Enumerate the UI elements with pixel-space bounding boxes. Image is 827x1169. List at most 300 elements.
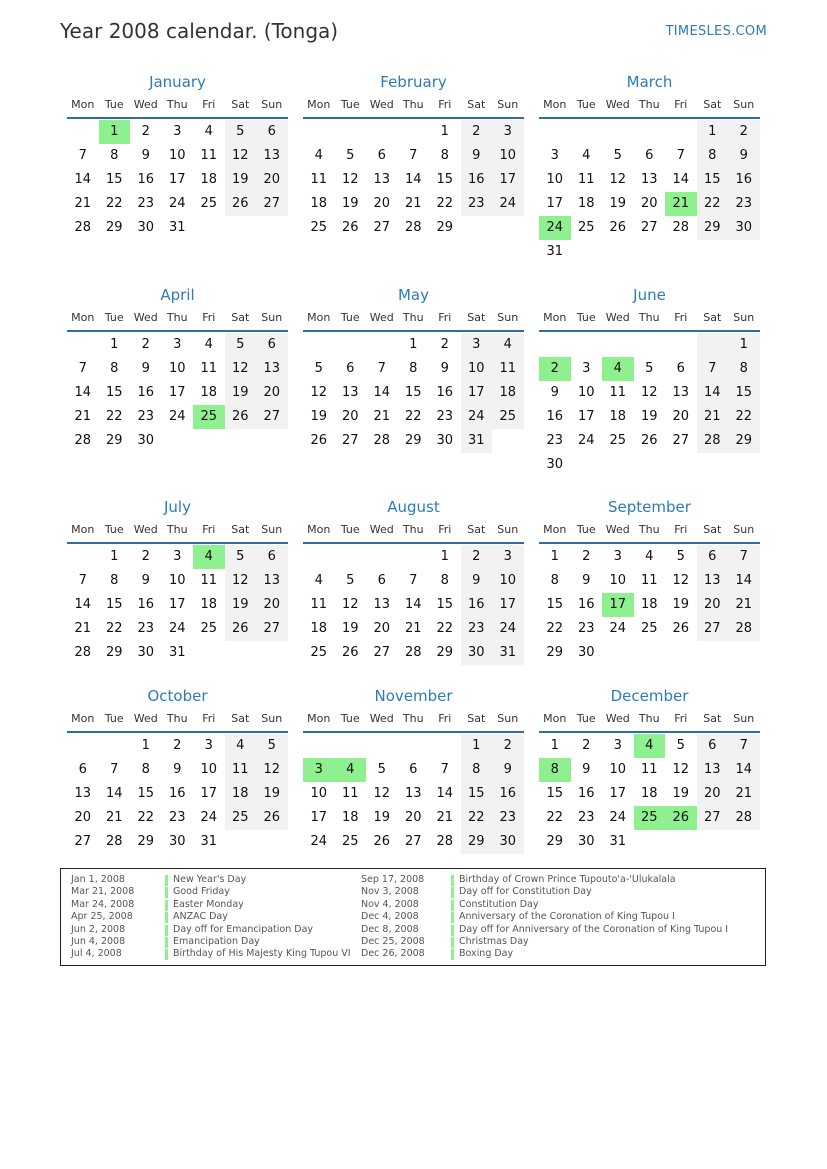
day-cell[interactable]: 9 xyxy=(461,569,493,593)
day-cell[interactable]: 5 xyxy=(676,549,685,564)
day-cell[interactable]: 11 xyxy=(200,361,218,376)
day-cell[interactable]: 18 xyxy=(341,810,359,825)
day-cell[interactable]: 26 xyxy=(310,433,328,448)
day-cell[interactable]: 17 xyxy=(577,409,595,424)
day-cell[interactable]: 5 xyxy=(613,148,622,163)
day-cell[interactable]: 28 xyxy=(105,834,123,849)
day-cell[interactable]: 21 xyxy=(728,593,760,617)
day-cell[interactable]: 17 xyxy=(609,786,627,801)
day-cell[interactable]: 14 xyxy=(74,172,92,187)
day-cell[interactable]: 29 xyxy=(728,429,760,453)
day-cell[interactable]: 19 xyxy=(341,621,359,636)
day-cell[interactable]: 15 xyxy=(546,597,564,612)
day-cell[interactable]: 27 xyxy=(74,834,92,849)
day-cell[interactable]: 16 xyxy=(461,168,493,192)
day-cell[interactable]: 13 xyxy=(404,786,422,801)
holiday-day-cell[interactable]: 4 xyxy=(335,758,367,782)
day-cell[interactable]: 21 xyxy=(697,405,729,429)
day-cell[interactable]: 6 xyxy=(256,333,288,357)
day-cell[interactable]: 14 xyxy=(672,172,690,187)
day-cell[interactable]: 16 xyxy=(577,597,595,612)
day-cell[interactable]: 6 xyxy=(256,120,288,144)
day-cell[interactable]: 19 xyxy=(672,786,690,801)
day-cell[interactable]: 19 xyxy=(310,409,328,424)
day-cell[interactable]: 5 xyxy=(377,762,386,777)
day-cell[interactable]: 7 xyxy=(728,545,760,569)
day-cell[interactable]: 12 xyxy=(256,758,288,782)
holiday-day-cell[interactable]: 25 xyxy=(634,806,666,830)
day-cell[interactable]: 11 xyxy=(640,573,658,588)
day-cell[interactable]: 24 xyxy=(310,834,328,849)
day-cell[interactable]: 13 xyxy=(341,385,359,400)
day-cell[interactable]: 1 xyxy=(461,734,493,758)
day-cell[interactable]: 6 xyxy=(409,762,418,777)
day-cell[interactable]: 27 xyxy=(373,645,391,660)
day-cell[interactable]: 10 xyxy=(609,573,627,588)
day-cell[interactable]: 8 xyxy=(697,144,729,168)
day-cell[interactable]: 21 xyxy=(74,621,92,636)
day-cell[interactable]: 31 xyxy=(168,220,186,235)
day-cell[interactable]: 7 xyxy=(409,573,418,588)
day-cell[interactable]: 29 xyxy=(137,834,155,849)
day-cell[interactable]: 24 xyxy=(461,405,493,429)
day-cell[interactable]: 22 xyxy=(697,192,729,216)
day-cell[interactable]: 2 xyxy=(728,120,760,144)
day-cell[interactable]: 1 xyxy=(110,549,119,564)
day-cell[interactable]: 3 xyxy=(550,148,559,163)
day-cell[interactable]: 31 xyxy=(168,645,186,660)
day-cell[interactable]: 14 xyxy=(404,172,422,187)
day-cell[interactable]: 25 xyxy=(609,433,627,448)
holiday-day-cell[interactable]: 3 xyxy=(303,758,335,782)
day-cell[interactable]: 21 xyxy=(105,810,123,825)
day-cell[interactable]: 29 xyxy=(105,645,123,660)
day-cell[interactable]: 13 xyxy=(74,786,92,801)
day-cell[interactable]: 19 xyxy=(609,196,627,211)
day-cell[interactable]: 23 xyxy=(168,810,186,825)
day-cell[interactable]: 30 xyxy=(168,834,186,849)
day-cell[interactable]: 28 xyxy=(404,645,422,660)
holiday-day-cell[interactable]: 17 xyxy=(602,593,634,617)
day-cell[interactable]: 15 xyxy=(436,172,454,187)
day-cell[interactable]: 28 xyxy=(672,220,690,235)
day-cell[interactable]: 3 xyxy=(492,120,524,144)
day-cell[interactable]: 5 xyxy=(256,734,288,758)
day-cell[interactable]: 4 xyxy=(204,124,213,139)
day-cell[interactable]: 18 xyxy=(310,196,328,211)
holiday-day-cell[interactable]: 25 xyxy=(193,405,225,429)
day-cell[interactable]: 14 xyxy=(105,786,123,801)
day-cell[interactable]: 7 xyxy=(78,573,87,588)
day-cell[interactable]: 14 xyxy=(436,786,454,801)
holiday-day-cell[interactable]: 4 xyxy=(634,734,666,758)
day-cell[interactable]: 13 xyxy=(373,172,391,187)
day-cell[interactable]: 16 xyxy=(168,786,186,801)
day-cell[interactable]: 23 xyxy=(461,617,493,641)
day-cell[interactable]: 15 xyxy=(105,385,123,400)
day-cell[interactable]: 3 xyxy=(613,549,622,564)
day-cell[interactable]: 3 xyxy=(613,738,622,753)
day-cell[interactable]: 23 xyxy=(492,806,524,830)
day-cell[interactable]: 22 xyxy=(404,409,422,424)
day-cell[interactable]: 15 xyxy=(728,381,760,405)
day-cell[interactable]: 10 xyxy=(546,172,564,187)
day-cell[interactable]: 21 xyxy=(404,621,422,636)
day-cell[interactable]: 12 xyxy=(373,786,391,801)
day-cell[interactable]: 20 xyxy=(341,409,359,424)
day-cell[interactable]: 29 xyxy=(461,830,493,854)
day-cell[interactable]: 12 xyxy=(225,144,257,168)
day-cell[interactable]: 18 xyxy=(225,782,257,806)
day-cell[interactable]: 16 xyxy=(546,409,564,424)
day-cell[interactable]: 11 xyxy=(200,148,218,163)
day-cell[interactable]: 26 xyxy=(672,621,690,636)
day-cell[interactable]: 15 xyxy=(461,782,493,806)
day-cell[interactable]: 20 xyxy=(256,381,288,405)
day-cell[interactable]: 4 xyxy=(314,148,323,163)
day-cell[interactable]: 29 xyxy=(697,216,729,240)
day-cell[interactable]: 2 xyxy=(461,545,493,569)
day-cell[interactable]: 3 xyxy=(492,545,524,569)
day-cell[interactable]: 26 xyxy=(256,806,288,830)
day-cell[interactable]: 20 xyxy=(640,196,658,211)
day-cell[interactable]: 30 xyxy=(461,641,493,665)
day-cell[interactable]: 26 xyxy=(341,645,359,660)
day-cell[interactable]: 29 xyxy=(105,220,123,235)
day-cell[interactable]: 7 xyxy=(409,148,418,163)
day-cell[interactable]: 10 xyxy=(492,569,524,593)
day-cell[interactable]: 23 xyxy=(546,433,564,448)
day-cell[interactable]: 26 xyxy=(225,192,257,216)
day-cell[interactable]: 5 xyxy=(314,361,323,376)
day-cell[interactable]: 10 xyxy=(492,144,524,168)
day-cell[interactable]: 28 xyxy=(728,617,760,641)
day-cell[interactable]: 16 xyxy=(436,385,454,400)
day-cell[interactable]: 6 xyxy=(78,762,87,777)
day-cell[interactable]: 9 xyxy=(550,385,559,400)
day-cell[interactable]: 24 xyxy=(168,196,186,211)
day-cell[interactable]: 13 xyxy=(373,597,391,612)
day-cell[interactable]: 27 xyxy=(256,192,288,216)
day-cell[interactable]: 1 xyxy=(440,124,449,139)
day-cell[interactable]: 20 xyxy=(697,593,729,617)
day-cell[interactable]: 7 xyxy=(377,361,386,376)
holiday-day-cell[interactable]: 4 xyxy=(193,545,225,569)
day-cell[interactable]: 12 xyxy=(672,762,690,777)
day-cell[interactable]: 22 xyxy=(105,196,123,211)
day-cell[interactable]: 11 xyxy=(310,172,328,187)
day-cell[interactable]: 13 xyxy=(256,144,288,168)
day-cell[interactable]: 27 xyxy=(341,433,359,448)
day-cell[interactable]: 23 xyxy=(137,621,155,636)
day-cell[interactable]: 17 xyxy=(492,168,524,192)
day-cell[interactable]: 2 xyxy=(141,337,150,352)
day-cell[interactable]: 11 xyxy=(640,762,658,777)
day-cell[interactable]: 5 xyxy=(225,333,257,357)
day-cell[interactable]: 2 xyxy=(582,738,591,753)
day-cell[interactable]: 24 xyxy=(168,409,186,424)
day-cell[interactable]: 9 xyxy=(492,758,524,782)
day-cell[interactable]: 20 xyxy=(373,196,391,211)
day-cell[interactable]: 3 xyxy=(461,333,493,357)
day-cell[interactable]: 16 xyxy=(461,593,493,617)
day-cell[interactable]: 14 xyxy=(697,381,729,405)
day-cell[interactable]: 20 xyxy=(373,621,391,636)
day-cell[interactable]: 14 xyxy=(373,385,391,400)
day-cell[interactable]: 27 xyxy=(404,834,422,849)
day-cell[interactable]: 11 xyxy=(609,385,627,400)
day-cell[interactable]: 1 xyxy=(550,549,559,564)
day-cell[interactable]: 17 xyxy=(492,593,524,617)
day-cell[interactable]: 9 xyxy=(141,148,150,163)
day-cell[interactable]: 18 xyxy=(609,409,627,424)
day-cell[interactable]: 8 xyxy=(550,573,559,588)
day-cell[interactable]: 5 xyxy=(346,573,355,588)
day-cell[interactable]: 23 xyxy=(137,409,155,424)
day-cell[interactable]: 27 xyxy=(640,220,658,235)
day-cell[interactable]: 27 xyxy=(373,220,391,235)
day-cell[interactable]: 31 xyxy=(609,834,627,849)
day-cell[interactable]: 22 xyxy=(436,621,454,636)
day-cell[interactable]: 28 xyxy=(404,220,422,235)
day-cell[interactable]: 25 xyxy=(640,621,658,636)
day-cell[interactable]: 26 xyxy=(373,834,391,849)
day-cell[interactable]: 11 xyxy=(577,172,595,187)
day-cell[interactable]: 10 xyxy=(168,573,186,588)
day-cell[interactable]: 7 xyxy=(728,734,760,758)
day-cell[interactable]: 30 xyxy=(577,645,595,660)
day-cell[interactable]: 24 xyxy=(200,810,218,825)
day-cell[interactable]: 10 xyxy=(200,762,218,777)
day-cell[interactable]: 22 xyxy=(728,405,760,429)
day-cell[interactable]: 29 xyxy=(105,433,123,448)
day-cell[interactable]: 8 xyxy=(110,361,119,376)
day-cell[interactable]: 4 xyxy=(582,148,591,163)
day-cell[interactable]: 11 xyxy=(341,786,359,801)
day-cell[interactable]: 25 xyxy=(341,834,359,849)
day-cell[interactable]: 10 xyxy=(609,762,627,777)
day-cell[interactable]: 10 xyxy=(168,148,186,163)
day-cell[interactable]: 17 xyxy=(168,597,186,612)
day-cell[interactable]: 1 xyxy=(141,738,150,753)
day-cell[interactable]: 25 xyxy=(577,220,595,235)
day-cell[interactable]: 8 xyxy=(110,573,119,588)
day-cell[interactable]: 9 xyxy=(440,361,449,376)
day-cell[interactable]: 12 xyxy=(310,385,328,400)
day-cell[interactable]: 10 xyxy=(461,357,493,381)
day-cell[interactable]: 10 xyxy=(168,361,186,376)
day-cell[interactable]: 21 xyxy=(728,782,760,806)
day-cell[interactable]: 22 xyxy=(461,806,493,830)
day-cell[interactable]: 23 xyxy=(137,196,155,211)
day-cell[interactable]: 8 xyxy=(141,762,150,777)
day-cell[interactable]: 9 xyxy=(582,762,591,777)
day-cell[interactable]: 15 xyxy=(137,786,155,801)
day-cell[interactable]: 24 xyxy=(609,621,627,636)
day-cell[interactable]: 26 xyxy=(640,433,658,448)
day-cell[interactable]: 5 xyxy=(676,738,685,753)
day-cell[interactable]: 11 xyxy=(492,357,524,381)
day-cell[interactable]: 6 xyxy=(697,734,729,758)
day-cell[interactable]: 16 xyxy=(577,786,595,801)
day-cell[interactable]: 26 xyxy=(225,617,257,641)
day-cell[interactable]: 12 xyxy=(609,172,627,187)
day-cell[interactable]: 24 xyxy=(492,192,524,216)
day-cell[interactable]: 8 xyxy=(440,573,449,588)
day-cell[interactable]: 11 xyxy=(310,597,328,612)
day-cell[interactable]: 15 xyxy=(546,786,564,801)
day-cell[interactable]: 17 xyxy=(461,381,493,405)
day-cell[interactable]: 12 xyxy=(225,569,257,593)
day-cell[interactable]: 2 xyxy=(141,549,150,564)
day-cell[interactable]: 17 xyxy=(546,196,564,211)
day-cell[interactable]: 13 xyxy=(256,357,288,381)
day-cell[interactable]: 27 xyxy=(697,617,729,641)
day-cell[interactable]: 26 xyxy=(609,220,627,235)
day-cell[interactable]: 20 xyxy=(74,810,92,825)
day-cell[interactable]: 22 xyxy=(546,621,564,636)
day-cell[interactable]: 11 xyxy=(225,758,257,782)
day-cell[interactable]: 22 xyxy=(105,621,123,636)
day-cell[interactable]: 16 xyxy=(137,172,155,187)
day-cell[interactable]: 2 xyxy=(173,738,182,753)
day-cell[interactable]: 23 xyxy=(436,409,454,424)
day-cell[interactable]: 22 xyxy=(137,810,155,825)
day-cell[interactable]: 11 xyxy=(200,573,218,588)
day-cell[interactable]: 14 xyxy=(404,597,422,612)
day-cell[interactable]: 2 xyxy=(492,734,524,758)
day-cell[interactable]: 17 xyxy=(200,786,218,801)
day-cell[interactable]: 25 xyxy=(310,220,328,235)
day-cell[interactable]: 20 xyxy=(256,593,288,617)
day-cell[interactable]: 15 xyxy=(105,597,123,612)
day-cell[interactable]: 18 xyxy=(640,786,658,801)
day-cell[interactable]: 27 xyxy=(697,806,729,830)
day-cell[interactable]: 6 xyxy=(676,361,685,376)
day-cell[interactable]: 24 xyxy=(168,621,186,636)
day-cell[interactable]: 19 xyxy=(225,381,257,405)
day-cell[interactable]: 18 xyxy=(310,621,328,636)
day-cell[interactable]: 20 xyxy=(404,810,422,825)
day-cell[interactable]: 23 xyxy=(577,810,595,825)
day-cell[interactable]: 4 xyxy=(225,734,257,758)
day-cell[interactable]: 8 xyxy=(461,758,493,782)
day-cell[interactable]: 22 xyxy=(436,196,454,211)
day-cell[interactable]: 4 xyxy=(204,337,213,352)
day-cell[interactable]: 1 xyxy=(440,549,449,564)
day-cell[interactable]: 12 xyxy=(341,597,359,612)
day-cell[interactable]: 3 xyxy=(173,337,182,352)
day-cell[interactable]: 19 xyxy=(225,593,257,617)
day-cell[interactable]: 12 xyxy=(341,172,359,187)
day-cell[interactable]: 14 xyxy=(728,569,760,593)
day-cell[interactable]: 29 xyxy=(546,834,564,849)
day-cell[interactable]: 14 xyxy=(728,758,760,782)
day-cell[interactable]: 1 xyxy=(728,333,760,357)
day-cell[interactable]: 25 xyxy=(492,405,524,429)
day-cell[interactable]: 1 xyxy=(110,337,119,352)
day-cell[interactable]: 2 xyxy=(440,337,449,352)
day-cell[interactable]: 13 xyxy=(640,172,658,187)
day-cell[interactable]: 29 xyxy=(404,433,422,448)
day-cell[interactable]: 12 xyxy=(225,357,257,381)
day-cell[interactable]: 8 xyxy=(409,361,418,376)
day-cell[interactable]: 9 xyxy=(141,361,150,376)
day-cell[interactable]: 19 xyxy=(373,810,391,825)
day-cell[interactable]: 24 xyxy=(609,810,627,825)
day-cell[interactable]: 3 xyxy=(173,124,182,139)
day-cell[interactable]: 30 xyxy=(546,457,564,472)
day-cell[interactable]: 20 xyxy=(697,782,729,806)
day-cell[interactable]: 4 xyxy=(492,333,524,357)
day-cell[interactable]: 7 xyxy=(676,148,685,163)
day-cell[interactable]: 23 xyxy=(577,621,595,636)
day-cell[interactable]: 28 xyxy=(436,834,454,849)
day-cell[interactable]: 2 xyxy=(582,549,591,564)
day-cell[interactable]: 9 xyxy=(141,573,150,588)
day-cell[interactable]: 31 xyxy=(492,641,524,665)
day-cell[interactable]: 18 xyxy=(200,385,218,400)
day-cell[interactable]: 23 xyxy=(728,192,760,216)
day-cell[interactable]: 17 xyxy=(310,810,328,825)
day-cell[interactable]: 7 xyxy=(78,361,87,376)
day-cell[interactable]: 21 xyxy=(74,196,92,211)
day-cell[interactable]: 9 xyxy=(582,573,591,588)
day-cell[interactable]: 30 xyxy=(728,216,760,240)
day-cell[interactable]: 25 xyxy=(200,621,218,636)
day-cell[interactable]: 13 xyxy=(697,758,729,782)
day-cell[interactable]: 6 xyxy=(377,573,386,588)
day-cell[interactable]: 26 xyxy=(341,220,359,235)
day-cell[interactable]: 6 xyxy=(346,361,355,376)
day-cell[interactable]: 13 xyxy=(697,569,729,593)
day-cell[interactable]: 26 xyxy=(225,405,257,429)
holiday-day-cell[interactable]: 8 xyxy=(539,758,571,782)
day-cell[interactable]: 18 xyxy=(577,196,595,211)
day-cell[interactable]: 31 xyxy=(200,834,218,849)
day-cell[interactable]: 28 xyxy=(74,645,92,660)
day-cell[interactable]: 1 xyxy=(550,738,559,753)
day-cell[interactable]: 28 xyxy=(74,433,92,448)
day-cell[interactable]: 22 xyxy=(105,409,123,424)
day-cell[interactable]: 30 xyxy=(137,645,155,660)
day-cell[interactable]: 12 xyxy=(640,385,658,400)
day-cell[interactable]: 6 xyxy=(377,148,386,163)
day-cell[interactable]: 7 xyxy=(440,762,449,777)
day-cell[interactable]: 5 xyxy=(225,545,257,569)
day-cell[interactable]: 1 xyxy=(409,337,418,352)
day-cell[interactable]: 8 xyxy=(440,148,449,163)
day-cell[interactable]: 2 xyxy=(461,120,493,144)
day-cell[interactable]: 3 xyxy=(204,738,213,753)
day-cell[interactable]: 7 xyxy=(78,148,87,163)
day-cell[interactable]: 1 xyxy=(697,120,729,144)
brand-link[interactable]: TIMESLES.COM xyxy=(665,24,767,39)
day-cell[interactable]: 24 xyxy=(492,617,524,641)
day-cell[interactable]: 5 xyxy=(225,120,257,144)
day-cell[interactable]: 25 xyxy=(225,806,257,830)
day-cell[interactable]: 19 xyxy=(225,168,257,192)
day-cell[interactable]: 30 xyxy=(492,830,524,854)
day-cell[interactable]: 27 xyxy=(256,405,288,429)
day-cell[interactable]: 3 xyxy=(582,361,591,376)
day-cell[interactable]: 16 xyxy=(492,782,524,806)
day-cell[interactable]: 13 xyxy=(672,385,690,400)
day-cell[interactable]: 5 xyxy=(346,148,355,163)
day-cell[interactable]: 30 xyxy=(577,834,595,849)
holiday-day-cell[interactable]: 21 xyxy=(665,192,697,216)
day-cell[interactable]: 3 xyxy=(173,549,182,564)
